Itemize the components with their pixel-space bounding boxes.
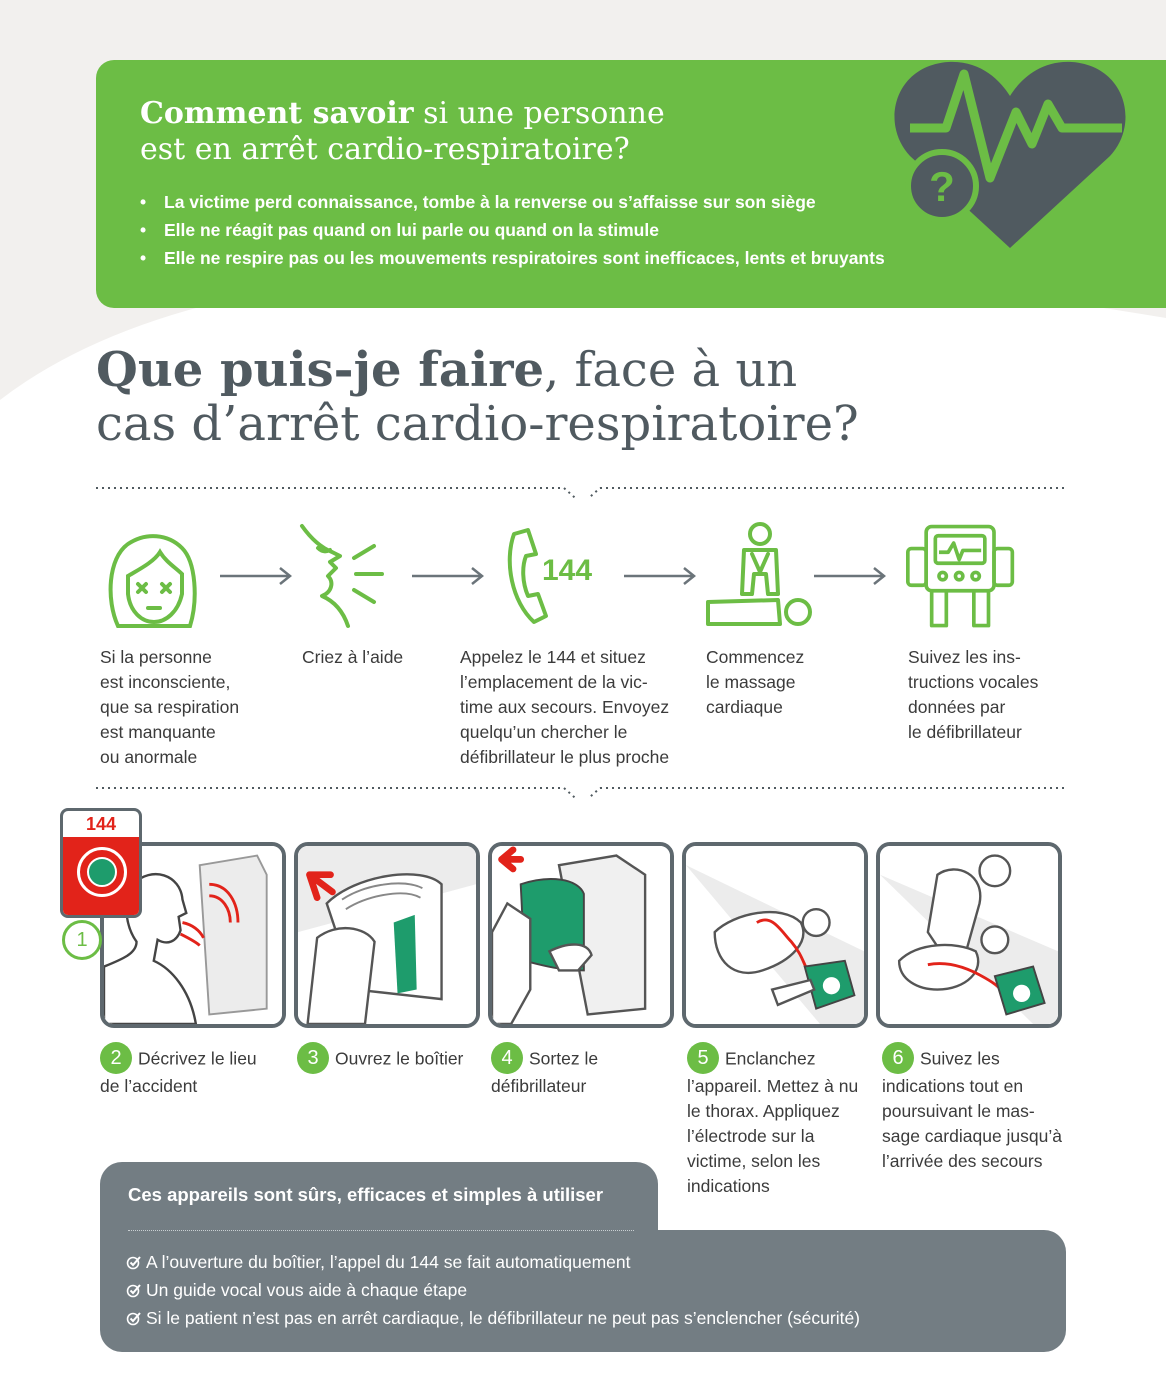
illustration-continue-cpr	[880, 846, 1058, 1024]
svg-text:144: 144	[542, 554, 593, 587]
cpr-icon	[704, 520, 814, 630]
sign-item: • La victime perd connaissance, tombe à la renverse ou s’affaisse sur son siège	[138, 188, 885, 216]
step-text: Suivez les ins- tructions vocales données par le défibrillateur	[908, 647, 1039, 742]
photo-step-label: 3 Ouvrez le boîtier	[297, 1046, 463, 1074]
svg-text:?: ?	[929, 163, 955, 210]
shout-icon	[292, 522, 402, 632]
info-item: Un guide vocal vous aide à chaque étape	[126, 1276, 860, 1304]
photo-step-3	[294, 842, 480, 1028]
info-box-divider	[128, 1230, 634, 1231]
divider	[96, 778, 1068, 798]
step-text: Appelez le 144 et situez l’emplacement de la vic- time aux secours. Envoyez quelqu’un chercher le défibrillateur le plus proche	[460, 647, 670, 767]
check-circle-icon	[126, 1282, 142, 1298]
info-box-list	[126, 1248, 860, 1332]
sign-item: • Elle ne respire pas ou les mouvements respiratoires sont inefficaces, lents et bruyants	[138, 244, 885, 272]
alarm-button	[63, 837, 139, 915]
check-circle-icon	[126, 1254, 142, 1270]
photo-step-4	[488, 842, 674, 1028]
illustration-open-box	[298, 846, 476, 1024]
step-text: Commencez le massage cardiaque	[706, 647, 805, 717]
photo-step-label: 2 Décrivez le lieu de l’accident	[100, 1046, 257, 1099]
photo-step-label: 6 Suivez les indications tout en poursuivant le mas- sage cardiaque jusqu’à l’arrivée des secours	[882, 1046, 1062, 1174]
alarm-box-144: 144	[60, 808, 142, 918]
step-text: Si la personne est inconsciente, que sa respiration est manquante ou anormale	[100, 647, 240, 767]
signs-list	[138, 188, 885, 272]
info-item: A l’ouverture du boîtier, l’appel du 144 se fait automatiquement	[126, 1248, 860, 1276]
photo-step-label: 4 Sortez le défibrillateur	[491, 1046, 598, 1099]
heart-question-icon	[890, 52, 1130, 252]
info-item: Si le patient n’est pas en arrêt cardiaque, le défibrillateur ne peut pas s’enclencher (sécurité)	[126, 1304, 860, 1332]
intro-title: Comment savoir si une personne est en arrêt cardio-respiratoire?	[140, 96, 665, 167]
photo-step-label: 5 Enclanchez l’appareil. Mettez à nu le thorax. Appliquez l’électrode sur la victime, selon les indications	[687, 1046, 858, 1199]
divider	[96, 478, 1068, 498]
arrow-right-icon	[622, 566, 698, 586]
defibrillator-icon	[906, 522, 1016, 632]
arrow-right-icon	[218, 566, 294, 586]
illustration-attach-electrodes	[686, 846, 864, 1024]
photo-step-5	[682, 842, 868, 1028]
info-box-title: Ces appareils sont sûrs, efficaces et simples à utiliser	[128, 1184, 604, 1205]
arrow-right-icon	[812, 566, 888, 586]
illustration-take-aed	[492, 846, 670, 1024]
unconscious-person-icon	[98, 530, 208, 640]
phone-144-icon	[500, 522, 610, 632]
main-heading: Que puis-je faire, face à un cas d’arrêt cardio-respiratoire?	[96, 342, 859, 452]
check-circle-icon	[126, 1310, 142, 1326]
photo-step-6	[876, 842, 1062, 1028]
arrow-right-icon	[410, 566, 486, 586]
step-text: Criez à l’aide	[302, 647, 404, 667]
sign-item: • Elle ne réagit pas quand on lui parle ou quand on la stimule	[138, 216, 885, 244]
step-number-1: 1	[62, 920, 102, 960]
